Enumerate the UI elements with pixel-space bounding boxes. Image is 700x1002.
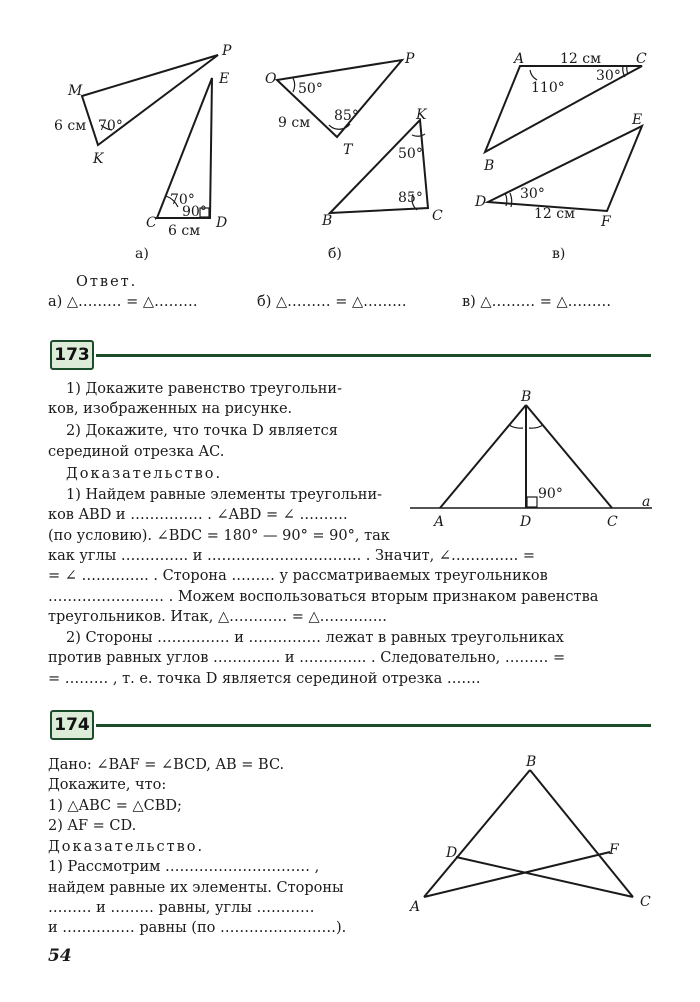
angle-c: 70°: [170, 192, 195, 208]
t173-line-15: = ……… , т. е. точка D является серединой отрезка …….: [48, 671, 481, 687]
t173-line-13: 2) Стороны …………… и …………… лежат в равных треугольниках: [66, 630, 564, 646]
side-cd: 6 см: [168, 223, 201, 239]
angle-c3: 30°: [596, 68, 621, 84]
label-d-174: D: [446, 845, 458, 861]
label-t: T: [343, 142, 353, 158]
page-number: 54: [48, 946, 72, 966]
angle-t: 85°: [334, 108, 359, 124]
label-e: E: [219, 71, 230, 87]
t174-line-1: Дано: ∠BAF = ∠BCD, AB = BC.: [48, 757, 285, 773]
label-d: D: [216, 215, 228, 231]
task-173-rule: [96, 354, 651, 357]
label-e3: E: [632, 112, 643, 128]
t174-line-4: 2) AF = CD.: [48, 818, 137, 834]
segment-af: [424, 852, 610, 897]
t174-line-3: 1) △ABC = △CBD;: [48, 798, 182, 814]
answer-a: а) △……… = △………: [48, 294, 198, 310]
label-d-173: D: [520, 514, 532, 530]
side-bc-174: [530, 770, 633, 897]
label-o: O: [265, 71, 277, 87]
label-b3: B: [484, 158, 495, 174]
caption-b: б): [328, 246, 342, 262]
t173-line-9: как углы ………….. и ………………………….. . Значит, ∠………….. =: [48, 548, 535, 564]
label-d3: D: [475, 194, 487, 210]
label-b-174: B: [526, 754, 537, 770]
t173-line-6: 1) Найдем равные элементы треугольни-: [66, 487, 383, 503]
caption-c: в): [552, 246, 566, 262]
t173-line-5: Доказательство.: [66, 466, 223, 482]
label-p: P: [222, 43, 232, 59]
t173-line-4: серединой отрезка AC.: [48, 444, 225, 460]
side-ab: [440, 405, 526, 508]
side-mk: 6 см: [54, 118, 87, 134]
t174-line-7: найдем равные их элементы. Стороны: [48, 880, 344, 896]
side-df: 12 см: [534, 206, 575, 222]
label-p2: P: [405, 51, 415, 67]
label-f-174: F: [609, 842, 619, 858]
label-c3: C: [636, 51, 647, 67]
angle-c2: 85°: [398, 190, 423, 206]
label-a-174: A: [410, 899, 421, 915]
label-b-173: B: [521, 389, 532, 405]
angle-a3: 110°: [531, 80, 565, 96]
t173-line-12: треугольников. Итак, △………… = △…………..: [48, 609, 387, 625]
t173-line-8: (по условию). ∠BDC = 180° — 90° = 90°, так: [48, 528, 390, 544]
angle-d: 90°: [182, 204, 207, 220]
label-c: C: [146, 215, 157, 231]
label-k: K: [93, 151, 104, 167]
t174-line-2: Докажите, что:: [48, 777, 167, 793]
side-bc: [526, 405, 612, 508]
label-k2: K: [416, 107, 427, 123]
t174-line-9: и …………… равны (по ……………………).: [48, 920, 347, 936]
side-ot: 9 см: [278, 115, 311, 131]
side-ab-174: [424, 770, 530, 897]
label-f3: F: [601, 214, 611, 230]
angle-90: 90°: [538, 486, 563, 502]
t174-line-8: ……… и ……… равны, углы …………: [48, 900, 315, 916]
label-line-a: a: [642, 494, 651, 510]
caption-a: а): [135, 246, 149, 262]
task-173-badge: 173: [50, 340, 94, 370]
answer-c: в) △……… = △………: [462, 294, 612, 310]
t173-line-2: ков, изображенных на рисунке.: [48, 401, 293, 417]
label-c-173: C: [607, 514, 618, 530]
angle-d3: 30°: [520, 186, 545, 202]
label-b: B: [322, 213, 333, 229]
label-a-173: A: [434, 514, 445, 530]
label-c-174: C: [640, 894, 651, 910]
t173-line-10: = ∠ ………….. . Сторона ……… у рассматриваемых треугольников: [48, 568, 548, 584]
angle-o: 50°: [298, 81, 323, 97]
t173-line-11: …………………… . Можем воспользоваться вторым признаком равенства: [48, 589, 599, 605]
answer-b: б) △……… = △………: [257, 294, 407, 310]
label-m: M: [68, 83, 83, 99]
task-174-rule: [96, 724, 651, 727]
t173-line-3: 2) Докажите, что точка D является: [66, 423, 338, 439]
angle-k2: 50°: [398, 146, 423, 162]
t173-line-7: ков ABD и …………… . ∠ABD = ∠ ……….: [48, 507, 348, 523]
label-a3: A: [514, 51, 525, 67]
t174-line-6: 1) Рассмотрим ………………………… ,: [48, 859, 320, 875]
t173-line-14: против равных углов ………….. и ………….. . Следовательно, ……… =: [48, 650, 566, 666]
t174-line-5: Доказательство.: [48, 839, 205, 855]
answer-title: Ответ.: [76, 274, 138, 290]
top-figure: [0, 0, 700, 270]
label-c2: C: [432, 208, 443, 224]
segment-cd: [456, 857, 633, 897]
task-174-badge: 174: [50, 710, 94, 740]
angle-k: 70°: [98, 118, 123, 134]
side-ac: 12 см: [560, 51, 601, 67]
t173-line-1: 1) Докажите равенство треугольни-: [66, 381, 342, 397]
